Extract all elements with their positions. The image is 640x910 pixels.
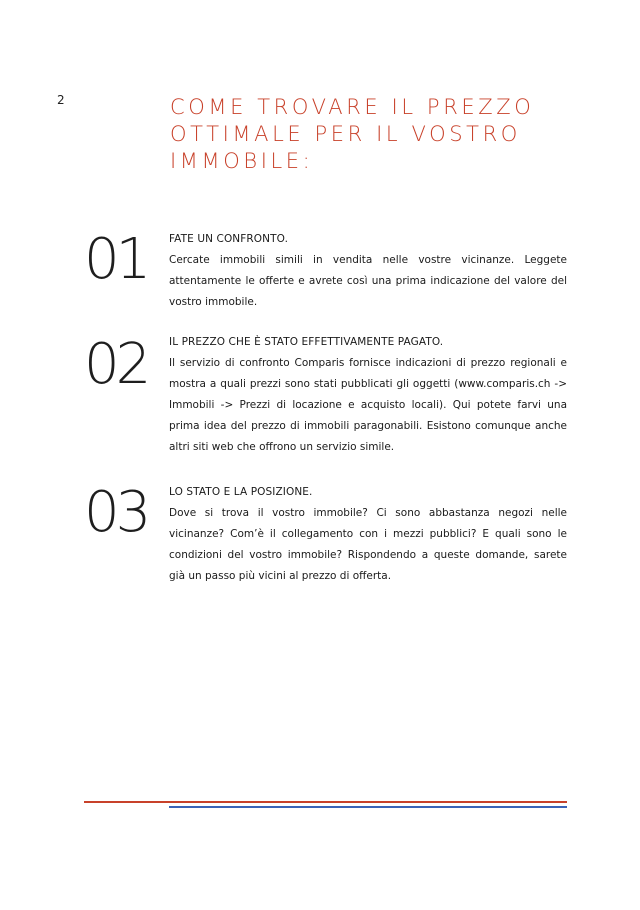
footer-rule-blue (169, 806, 567, 808)
section-body: Dove si trova il vostro immobile? Ci sono abbastanza negozi nelle vicinanze? Com’è il collegamento con i mezzi pubblici? E quali sono le condizioni del vostro immobile? Rispondendo a queste domande, sarete già un passo più vicini al prezzo di offerta. (169, 507, 567, 582)
section-number: 01 (84, 227, 148, 292)
section-number: 02 (84, 332, 148, 397)
section-heading: FATE UN CONFRONTO. (169, 233, 289, 245)
section-number: 03 (84, 480, 148, 545)
page-number: 2 (57, 93, 65, 107)
title-line-3: IMMOBILE: (170, 149, 314, 173)
title-line-2: OTTIMALE PER IL VOSTRO (170, 122, 521, 146)
title-line-1: COME TROVARE IL PREZZO (170, 95, 535, 119)
page-title (170, 94, 590, 175)
section-heading: IL PREZZO CHE È STATO EFFETTIVAMENTE PAGATO. (169, 336, 444, 348)
section-heading: LO STATO E LA POSIZIONE. (169, 486, 313, 498)
section-body: Cercate immobili simili in vendita nelle vostre vicinanze. Leggete attentamente le offerte e avrete così una prima indicazione del valore del vostro immobile. (169, 254, 567, 308)
footer-rule-red (84, 801, 567, 803)
section-body: Il servizio di confronto Comparis fornisce indicazioni di prezzo regionali e mostra a quali prezzi sono stati pubblicati gli oggetti (www.comparis.ch -> Immobili -> Prezzi di locazione e acquisto locali). Qui potete farvi una prima idea del prezzo di immobili paragonabili. Esistono comunque anche altri siti web che offrono un servizio simile. (169, 357, 567, 453)
